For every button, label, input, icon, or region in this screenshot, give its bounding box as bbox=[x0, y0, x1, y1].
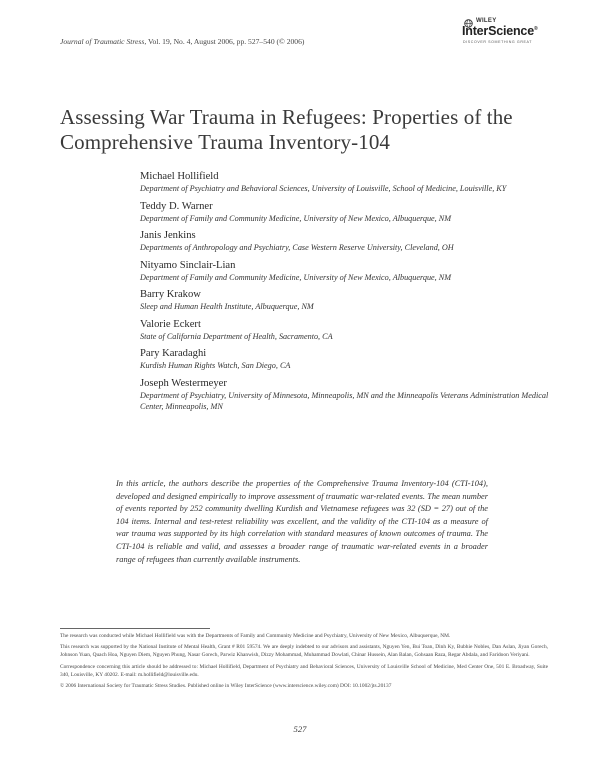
footnote-funding: This research was supported by the National Institute of Mental Health, Grant # R01 59574. We are deeply indebted to our advisors and assistants, Nguyen Yen, Bui Toan, Dinh Ky, Bubhie Nobles, Dan Aslan, Jiyan Gorech, Johnson Yuan, Quach Hoa, Nguyen Diem, Nguyen Phung, Nasar Gorech, Parwiz Khanwish, Dizzy Mohammad, Muhammad Dowlati, Chinar Hussein, Alan Balan, Gohsaan Raza, Regar Abdala, and Faridoon Veriyani. bbox=[60, 644, 548, 659]
footnote-correspondence: Correspondence concerning this article should be addressed to: Michael Hollifield, Department of Psychiatry and Behavioral Sciences, University of Louisville School of Medicine, Med Center One, 501 E. Broadway, Suite 340, Louisville, KY 40202. E-mail: m.hollifield@louisville.edu. bbox=[60, 663, 548, 678]
author-affiliation: Kurdish Human Rights Watch, San Diego, CA bbox=[140, 361, 291, 370]
author-entry bbox=[140, 347, 550, 371]
author-list bbox=[140, 170, 550, 417]
footnote-copyright: © 2006 International Society for Traumatic Stress Studies. Published online in Wiley InterScience (www.interscience.wiley.com) DOI: 10.1002/jts.20137 bbox=[60, 683, 392, 690]
author-name: Michael Hollifield bbox=[140, 171, 219, 182]
citation-details: , Vol. 19, No. 4, August 2006, pp. 527–540 (© 2006) bbox=[144, 37, 305, 46]
author-name: Barry Krakow bbox=[140, 289, 201, 300]
author-entry bbox=[140, 318, 550, 342]
journal-name: Journal of Traumatic Stress bbox=[60, 37, 145, 46]
author-affiliation: State of California Department of Health, Sacramento, CA bbox=[140, 331, 333, 341]
registered-mark: ® bbox=[533, 25, 538, 32]
author-entry bbox=[140, 200, 550, 224]
author-affiliation: Department of Psychiatry and Behavioral Sciences, University of Louisville, School of Medicine, Louisville, KY bbox=[140, 184, 507, 193]
author-name: Janis Jenkins bbox=[140, 230, 196, 241]
footnote-affiliation-note: The research was conducted while Michael Hollifield was with the Departments of Family and Community Medicine and Psychiatry, University of New Mexico, Albuquerque, NM. bbox=[60, 633, 451, 639]
author-affiliation: Sleep and Human Health Institute, Albuquerque, NM bbox=[140, 302, 314, 311]
footnote-divider bbox=[60, 628, 210, 629]
author-name: Joseph Westermeyer bbox=[140, 377, 227, 389]
author-entry bbox=[140, 259, 550, 283]
logo-tagline: DISCOVER SOMETHING GREAT bbox=[463, 40, 533, 44]
author-name: Teddy D. Warner bbox=[140, 200, 213, 212]
logo-name bbox=[462, 24, 537, 38]
abstract: In this article, the authors describe the properties of the Comprehensive Trauma Inventory-104 (CTI-104), developed and designed empirically to improve assessment of traumatic war-related events. The mean number of events reported by 252 community dwelling Kurdish and Vietnamese refugees was 32 (SD = 27) out of the 104 items. Internal and test-retest reliability was excellent, and the validity of the CTI-104 as a measure of war trauma was supported by its high correlation with standard measures of known outcomes of trauma. The CTI-104 is reliable and valid, and assesses a broader range of traumatic war-related events in a broader range of refugees than currently available instruments. bbox=[116, 479, 488, 564]
author-entry bbox=[140, 170, 550, 194]
author-entry bbox=[140, 288, 550, 312]
author-entry bbox=[140, 377, 550, 412]
author-affiliation: Department of Psychiatry, University of Minnesota, Minneapolis, MN and the Minneapolis Veterans Administration Medical Center, Minneapolis, MN bbox=[140, 390, 549, 411]
author-affiliation: Department of Family and Community Medicine, University of New Mexico, Albuquerque, NM bbox=[140, 213, 452, 223]
journal-citation bbox=[60, 37, 304, 46]
author-name: Pary Karadaghi bbox=[140, 348, 207, 359]
footnotes bbox=[60, 632, 548, 693]
article-title: Assessing War Trauma in Refugees: Properties of the Comprehensive Trauma Inventory-104 bbox=[60, 105, 513, 154]
wiley-interscience-logo bbox=[462, 18, 550, 48]
page-number: 527 bbox=[293, 724, 307, 734]
author-name: Valorie Eckert bbox=[140, 318, 201, 330]
logo-name-text: InterScience bbox=[462, 24, 534, 38]
logo-brand: WILEY bbox=[476, 18, 497, 24]
author-entry bbox=[140, 229, 550, 253]
author-name: Nityamo Sinclair-Lian bbox=[140, 259, 236, 271]
author-affiliation: Department of Family and Community Medicine, University of New Mexico, Albuquerque, NM bbox=[140, 272, 452, 282]
author-affiliation: Departments of Anthropology and Psychiatry, Case Western Reserve University, Cleveland, OH bbox=[140, 243, 454, 252]
